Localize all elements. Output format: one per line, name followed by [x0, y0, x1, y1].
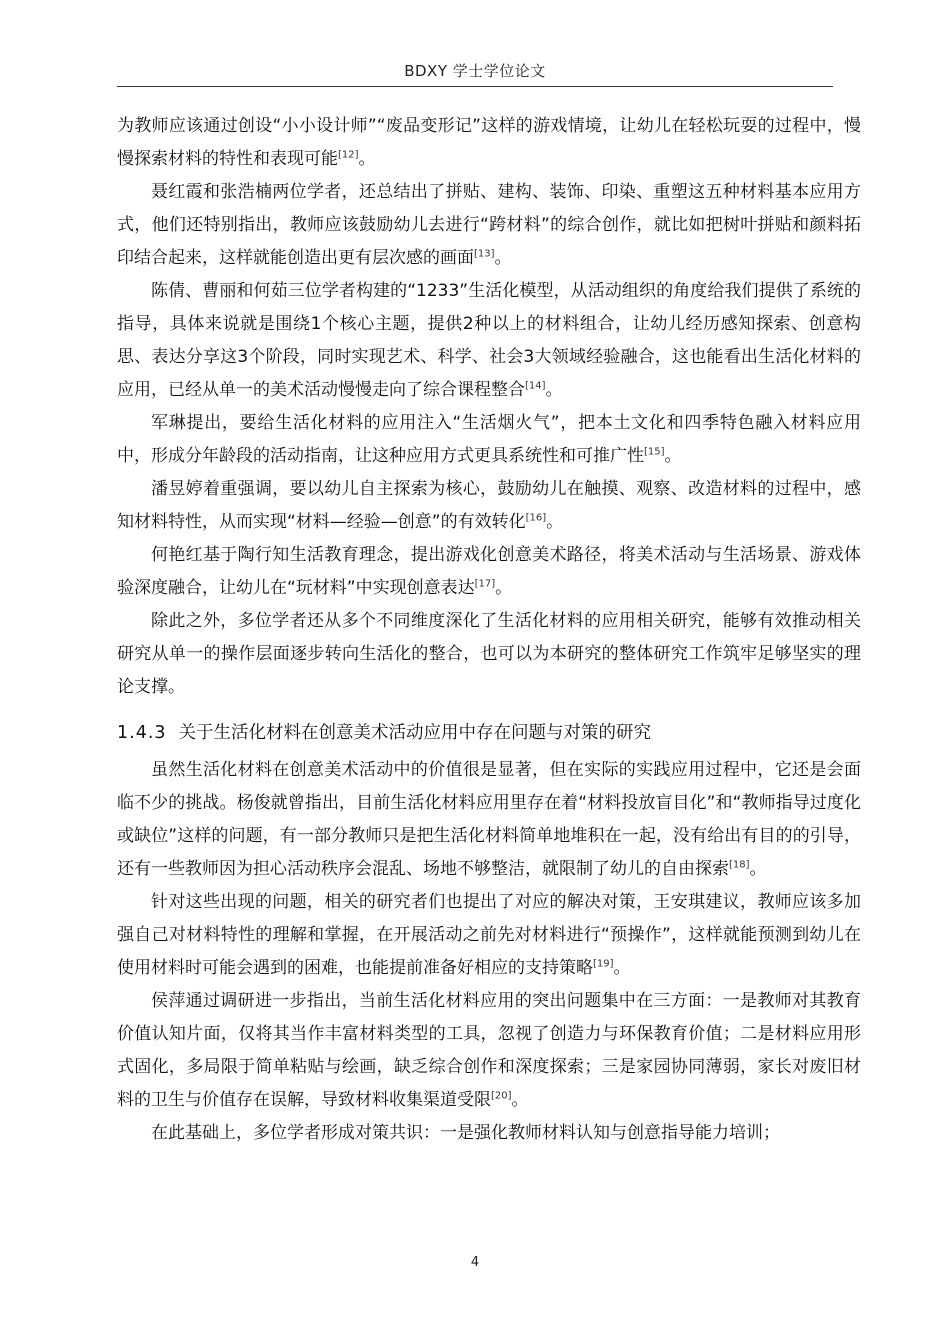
citation-ref: [16] [525, 512, 547, 524]
paragraph [117, 754, 861, 886]
paragraph-end: 。 [613, 958, 631, 978]
header-rule [117, 86, 833, 87]
paragraph [117, 275, 861, 407]
paragraph [117, 473, 861, 539]
citation-ref: [17] [474, 578, 496, 590]
paragraph-text: 何艳红基于陶行知生活教育理念，提出游戏化创意美术路径，将美术活动与生活场景、游戏体验深度融合，让幼儿在“玩材料”中实现创意表达 [117, 545, 861, 598]
paragraph-text: 侯萍通过调研进一步指出，当前生活化材料应用的突出问题集中在三方面：一是教师对其教育价值认知片面，仅将其当作丰富材料类型的工具，忽视了创造力与环保教育价值；二是材料应用形式固化，多局限于简单粘贴与绘画，缺乏综合创作和深度探索；三是家园协同薄弱，家长对废旧材料的卫生与价值存在误解，导致材料收集渠道受限 [117, 991, 861, 1110]
paragraph-text: 聂红霞和张浩楠两位学者，还总结出了拼贴、建构、装饰、印染、重塑这五种材料基本应用方式，他们还特别指出，教师应该鼓励幼儿去进行“跨材料”的综合创作，就比如把树叶拼贴和颜料拓印结合起来，这样就能创造出更有层次感的画面 [117, 182, 861, 268]
paragraph-text: 除此之外，多位学者还从多个不同维度深化了生活化材料的应用相关研究，能够有效推动相关研究从单一的操作层面逐步转向生活化的整合，也可以为本研究的整体研究工作筑牢足够坚实的理论支撑。 [117, 611, 861, 697]
paragraph-group-a [117, 110, 861, 704]
section-number: 1.4.3 [117, 723, 167, 743]
citation-ref: [18] [729, 859, 750, 871]
page-number: 4 [470, 1255, 480, 1270]
paragraph [117, 539, 861, 605]
paragraph [117, 176, 861, 275]
body-text [117, 110, 861, 1150]
paragraph [117, 407, 861, 473]
paragraph-end: 。 [749, 859, 767, 879]
paragraph-text: 陈倩、曹丽和何茹三位学者构建的“1233”生活化模型，从活动组织的角度给我们提供了系统的指导，具体来说就是围绕1个核心主题，提供2种以上的材料组合，让幼儿经历感知探索、创意构思、表达分享这3个阶段，同时实现艺术、科学、社会3大领域经验融合，这也能看出生活化材料的应用，已经从单一的美术活动慢慢走向了综合课程整合 [117, 281, 861, 400]
paragraph [117, 1117, 861, 1150]
section-heading [117, 718, 861, 748]
paragraph-text: 军琳提出，要给生活化材料的应用注入“生活烟火气”，把本土文化和四季特色融入材料应用中，形成分年龄段的活动指南，让这种应用方式更具系统性和可推广性 [117, 413, 861, 466]
paragraph-end: 。 [511, 1090, 529, 1110]
running-header: BDXY 学士学位论文 [404, 62, 546, 80]
paragraph [117, 886, 861, 985]
paragraph-text: 为教师应该通过创设“小小设计师”“废品变形记”这样的游戏情境，让幼儿在轻松玩耍的过程中，慢慢探索材料的特性和表现可能 [117, 116, 861, 169]
paragraph [117, 110, 861, 176]
paragraph-end: 。 [546, 512, 564, 532]
paragraph-end: 。 [358, 149, 376, 169]
paragraph-end: 。 [495, 578, 513, 598]
paragraph [117, 605, 861, 704]
section-title: 关于生活化材料在创意美术活动应用中存在问题与对策的研究 [178, 723, 652, 743]
citation-ref: [15] [644, 446, 665, 458]
citation-ref: [14] [525, 380, 546, 392]
citation-ref: [19] [593, 958, 614, 970]
paragraph-end: 。 [664, 446, 682, 466]
citation-ref: [12] [338, 149, 359, 161]
paragraph-text: 在此基础上，多位学者形成对策共识：一是强化教师材料认知与创意指导能力培训； [151, 1123, 780, 1143]
citation-ref: [13] [474, 248, 495, 260]
paragraph [117, 985, 861, 1117]
citation-ref: [20] [491, 1090, 512, 1102]
paragraph-end: 。 [494, 248, 512, 268]
paragraph-text: 虽然生活化材料在创意美术活动中的价值很是显著，但在实际的实践应用过程中，它还是会面临不少的挑战。杨俊就曾指出，目前生活化材料应用里存在着“材料投放盲目化”和“教师指导过度化或缺位”这样的问题，有一部分教师只是把生活化材料简单地堆积在一起，没有给出有目的的引导，还有一些教师因为担心活动秩序会混乱、场地不够整洁，就限制了幼儿的自由探索 [117, 760, 861, 879]
paragraph-group-b [117, 754, 861, 1150]
paragraph-text: 潘昱婷着重强调，要以幼儿自主探索为核心，鼓励幼儿在触摸、观察、改造材料的过程中，感知材料特性，从而实现“材料—经验—创意”的有效转化 [117, 479, 861, 532]
paragraph-text: 针对这些出现的问题，相关的研究者们也提出了对应的解决对策，王安琪建议，教师应该多加强自己对材料特性的理解和掌握，在开展活动之前先对材料进行“预操作”，这样就能预测到幼儿在使用材料时可能会遇到的困难，也能提前准备好相应的支持策略 [117, 892, 861, 978]
paragraph-end: 。 [545, 380, 563, 400]
